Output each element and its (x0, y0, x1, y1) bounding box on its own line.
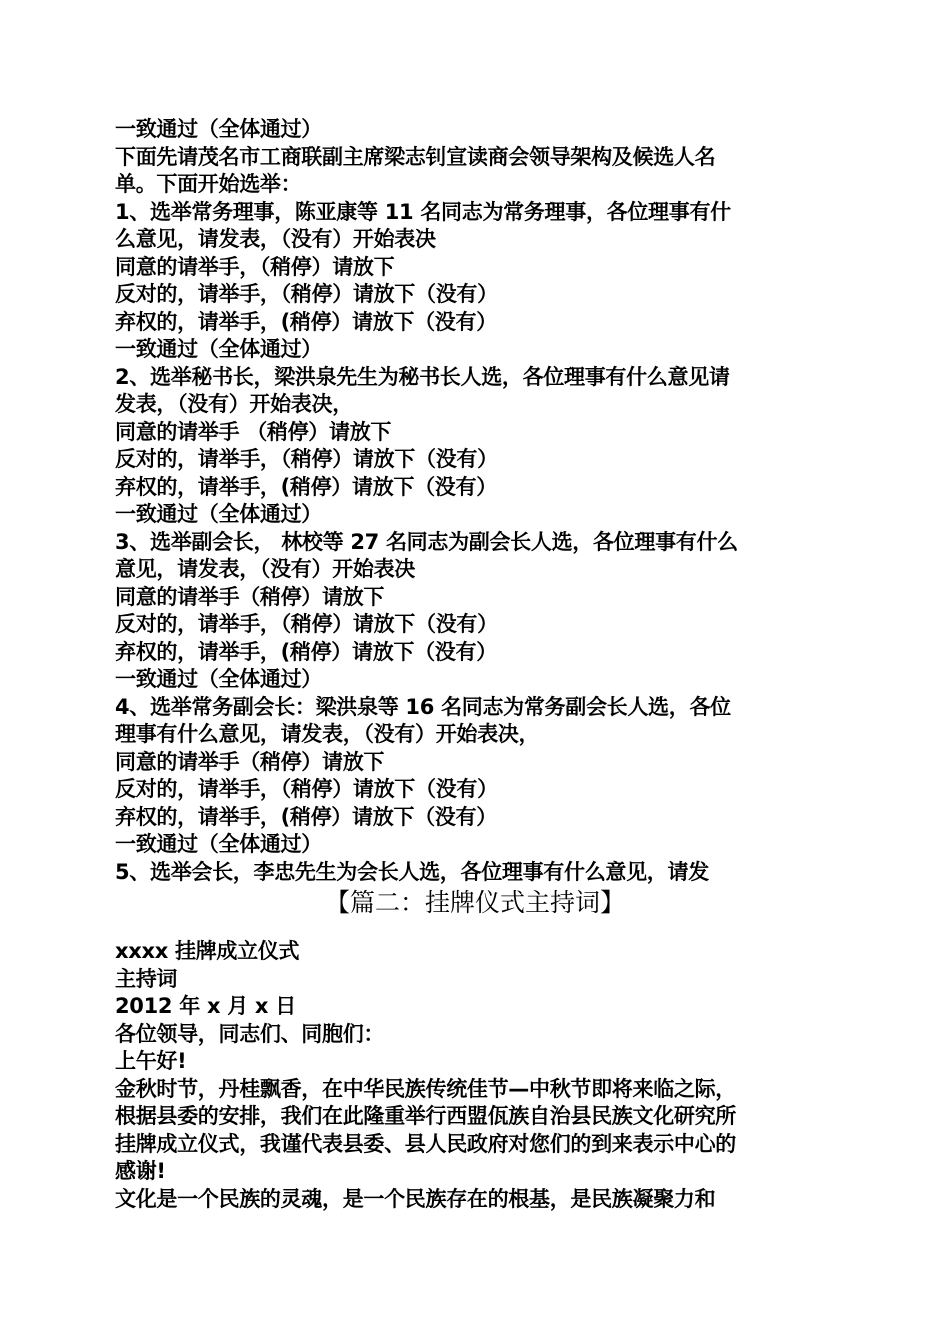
text-line: 么意见，请发表，（没有）开始表决 (115, 227, 436, 251)
text-line: 反对的，请举手，（稍停）请放下（没有） (115, 447, 498, 471)
text-line: 一致通过（全体通过） (115, 117, 322, 141)
section-heading: 【篇二：挂牌仪式主持词】 (324, 888, 625, 917)
text-line: 一致通过（全体通过） (115, 502, 322, 526)
text-line: 上午好! (115, 1049, 187, 1073)
text-line: 文化是一个民族的灵魂，是一个民族存在的根基，是民族凝聚力和 (115, 1186, 716, 1211)
text-line: 2、选举秘书长，梁洪泉先生为秘书长人选，各位理事有什么意见请 (115, 364, 730, 389)
text-line: 单。下面开始选举： (115, 172, 302, 196)
text-line: 同意的请举手，（稍停）请放下 (115, 254, 395, 279)
text-line: 各位领导，同志们、同胞们： (115, 1021, 385, 1046)
text-line: 金秋时节，丹桂飘香，在中华民族传统佳节—中秋节即将来临之际， (115, 1076, 736, 1101)
text-line: 一致通过（全体通过） (115, 667, 322, 691)
text-line: 3、选举副会长， 林校等 27 名同志为副会长人选，各位理事有什么 (115, 529, 738, 554)
text-line: xxxx 挂牌成立仪式 (115, 939, 300, 963)
text-line: 发表，（没有）开始表决， (115, 392, 353, 416)
text-line: 弃权的，请举手，(稍停）请放下（没有） (115, 804, 497, 829)
text-line: 弃权的，请举手，(稍停）请放下（没有） (115, 639, 497, 664)
text-line: 挂牌成立仪式，我谨代表县委、县人民政府对您们的到来表示中心的 (115, 1131, 736, 1156)
text-line: 反对的，请举手，（稍停）请放下（没有） (115, 612, 498, 636)
text-line: 弃权的，请举手，(稍停）请放下（没有） (115, 474, 497, 499)
text-line: 1、选举常务理事，陈亚康等 11 名同志为常务理事，各位理事有什 (115, 199, 731, 224)
text-line: 反对的，请举手，（稍停）请放下（没有） (115, 282, 498, 306)
text-line: 主持词 (115, 966, 178, 991)
text-line: 同意的请举手（稍停）请放下 (115, 749, 385, 774)
text-line: 反对的，请举手，（稍停）请放下（没有） (115, 777, 498, 801)
text-line: 一致通过（全体通过） (115, 832, 322, 856)
text-line: 意见，请发表，（没有）开始表决 (115, 557, 415, 581)
text-line: 感谢! (115, 1159, 166, 1183)
text-line: 同意的请举手 （稍停）请放下 (115, 419, 392, 444)
text-line: 下面先请茂名市工商联副主席梁志钊宣读商会领导架构及候选人名 (115, 144, 716, 169)
text-line: 根据县委的安排，我们在此隆重举行西盟佤族自治县民族文化研究所 (115, 1104, 736, 1128)
text-line: 理事有什么意见，请发表，（没有）开始表决， (115, 722, 540, 746)
text-line: 4、选举常务副会长：梁洪泉等 16 名同志为常务副会长人选，各位 (115, 694, 731, 719)
text-line: 2012 年 x 月 x 日 (115, 994, 296, 1018)
text-line: 5、选举会长，李忠先生为会长人选，各位理事有什么意见，请发 (115, 859, 709, 884)
text-line: 一致通过（全体通过） (115, 337, 322, 361)
text-line: 同意的请举手（稍停）请放下 (115, 584, 385, 609)
text-line: 弃权的，请举手，(稍停）请放下（没有） (115, 309, 497, 334)
